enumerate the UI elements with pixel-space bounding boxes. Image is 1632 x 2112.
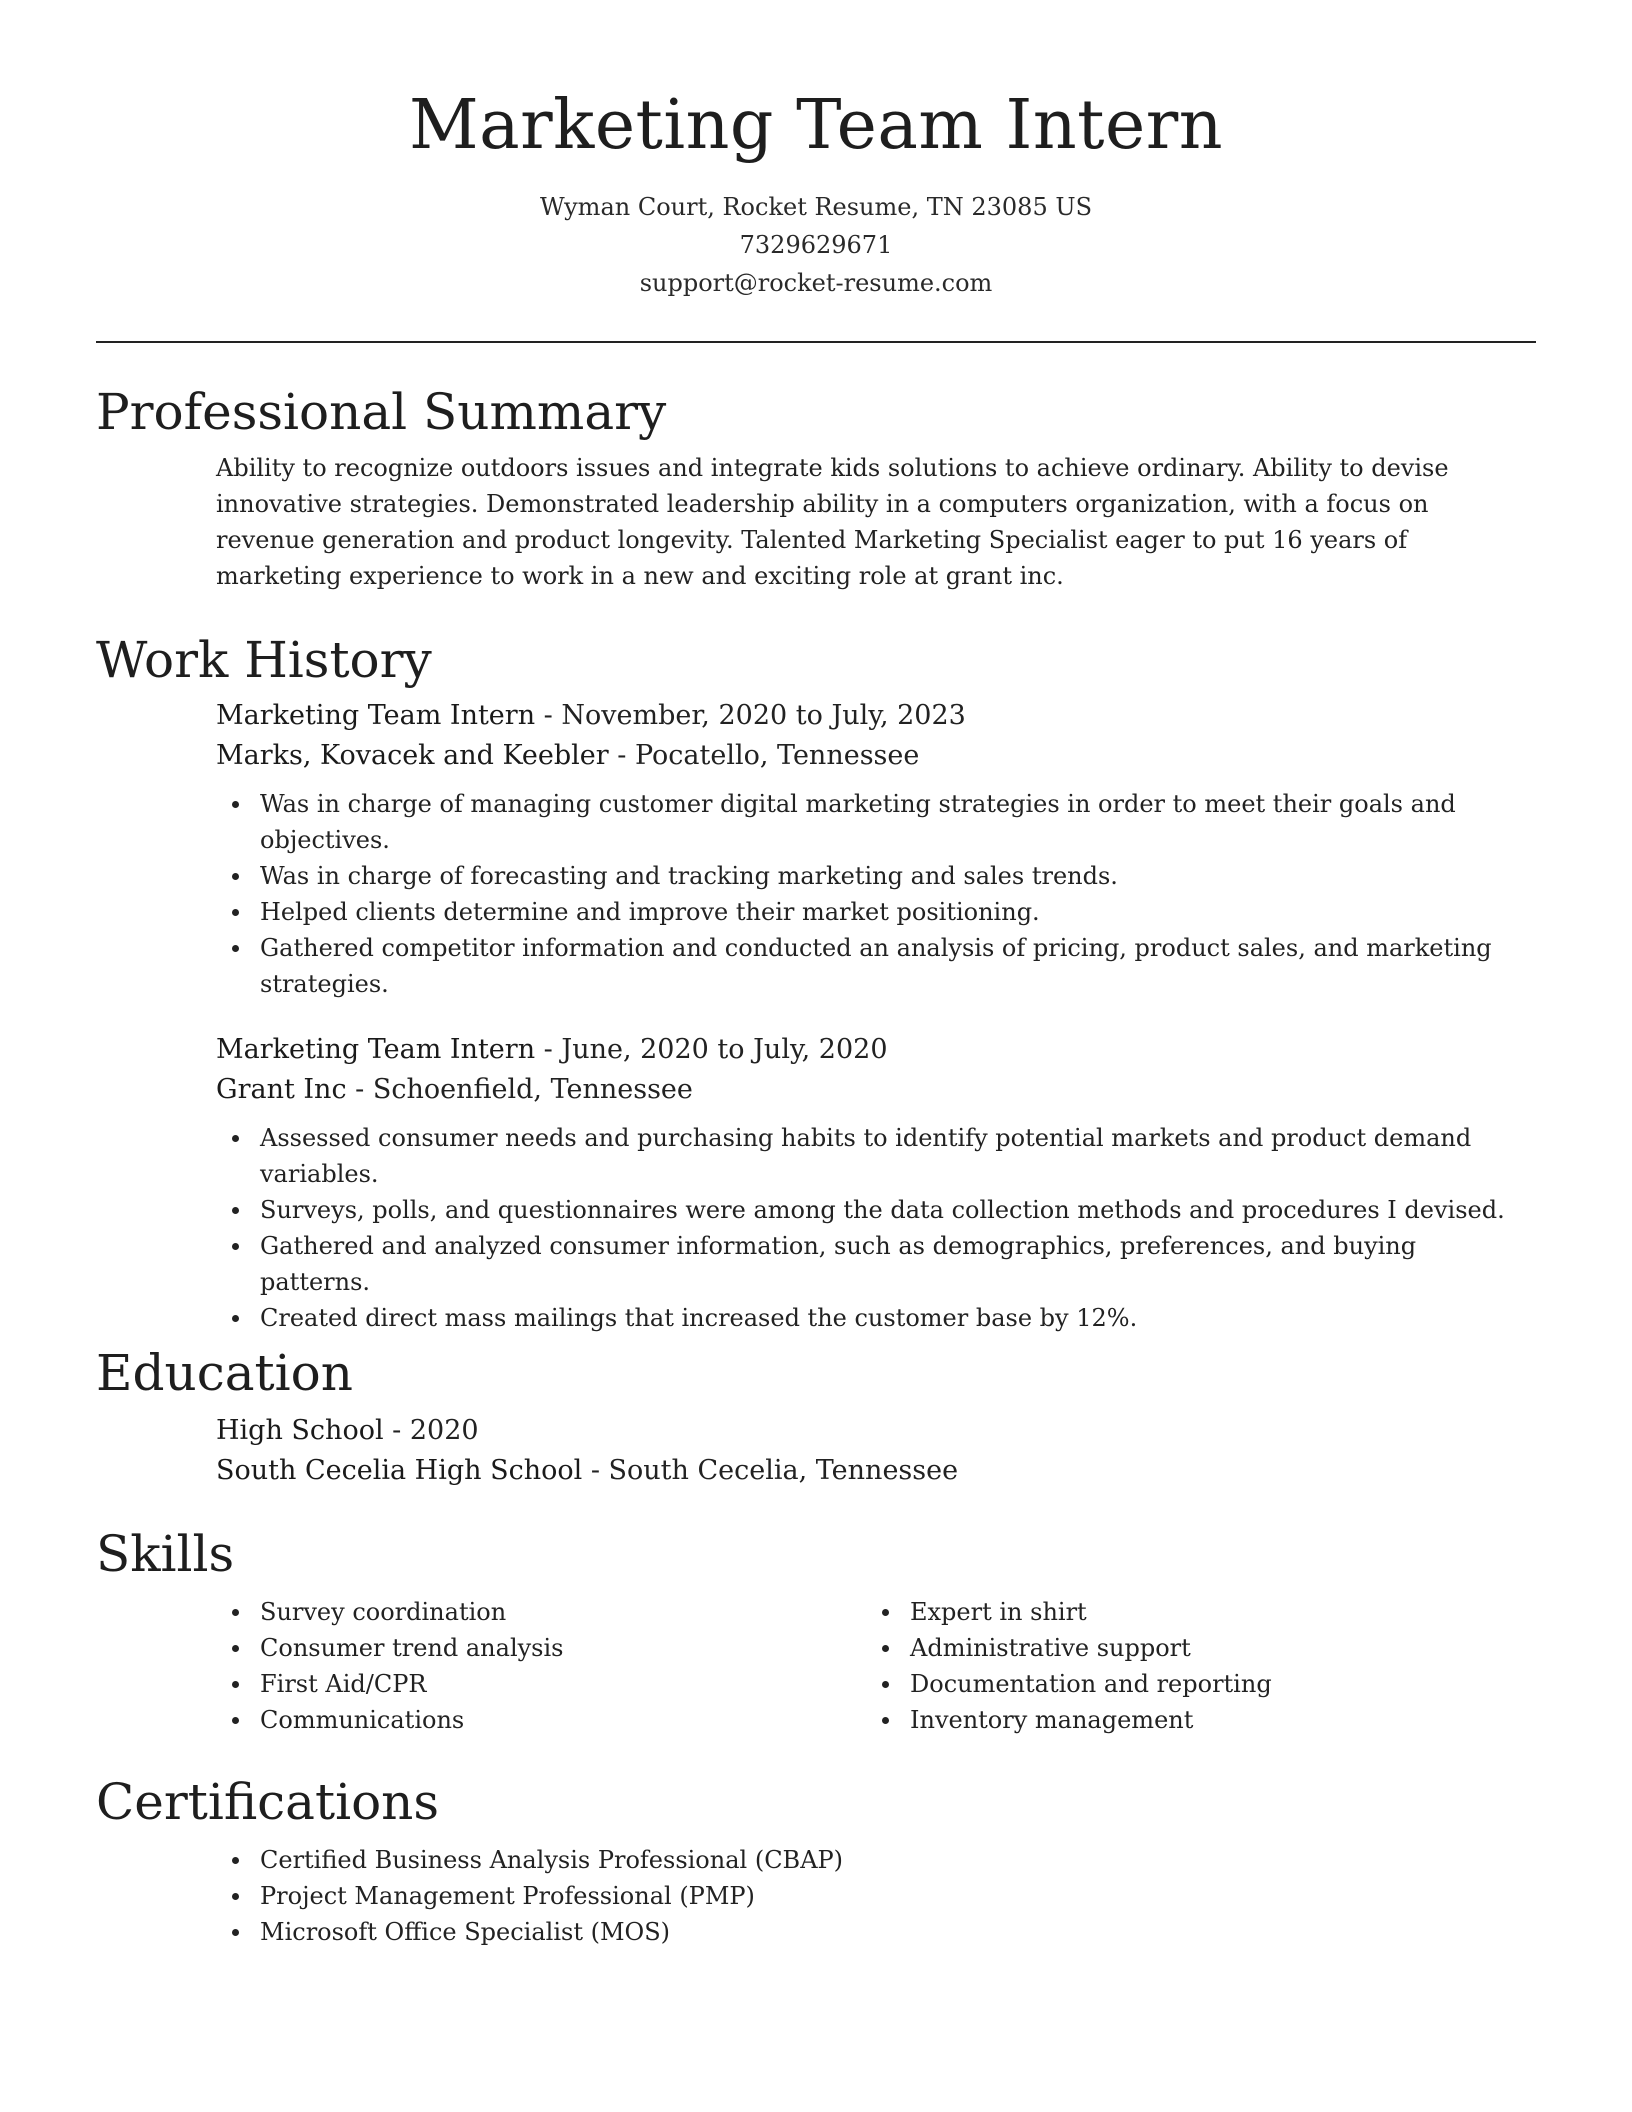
list-item: Documentation and reporting (866, 1666, 1516, 1702)
job-company: Grant Inc (216, 1074, 347, 1105)
work-history-title: Work History (96, 631, 432, 689)
list-item: Consumer trend analysis (216, 1630, 866, 1666)
job-role: Marketing Team Intern (216, 1034, 536, 1065)
education-school: South Cecelia High School (216, 1455, 583, 1486)
list-item: Surveys, polls, and questionnaires were among the data collection methods and procedures I devised. (216, 1192, 1526, 1228)
job-entry (216, 1030, 1526, 1336)
job-company: Marks, Kovacek and Keebler (216, 740, 609, 771)
list-item: Gathered competitor information and conducted an analysis of pricing, product sales, and marketing strategies. (216, 930, 1526, 1002)
education-degree-line (216, 1411, 1526, 1451)
work-history-section (96, 630, 1536, 1336)
contact-block (96, 188, 1536, 302)
certifications-section (96, 1772, 1536, 1950)
address: Wyman Court, Rocket Resume, TN 23085 US (539, 193, 1093, 221)
job-dates: - November, 2020 to July, 2023 (535, 700, 966, 731)
job-title-line (216, 696, 1526, 736)
email: support@rocket-resume.com (639, 269, 993, 297)
job-title-line (216, 1030, 1526, 1070)
skills-columns (216, 1594, 1526, 1738)
list-item: First Aid/CPR (216, 1666, 866, 1702)
education-degree: High School (216, 1415, 384, 1446)
header-divider (96, 341, 1536, 343)
skills-list-left (216, 1594, 866, 1738)
job-location: - Schoenfield, Tennessee (346, 1074, 693, 1105)
phone: 7329629671 (739, 231, 893, 259)
job-bullets (216, 1120, 1526, 1336)
education-title: Education (96, 1344, 353, 1402)
list-item: Certified Business Analysis Professional (CBAP) (216, 1842, 1526, 1878)
education-year: - 2020 (383, 1415, 479, 1446)
job-company-line (216, 736, 1526, 776)
education-location: - South Cecelia, Tennessee (582, 1455, 959, 1486)
skills-list-right (866, 1594, 1516, 1738)
resume-header (96, 78, 1536, 302)
summary-section (96, 382, 1536, 594)
job-location: - Pocatello, Tennessee (608, 740, 920, 771)
list-item: Survey coordination (216, 1594, 866, 1630)
skills-title: Skills (96, 1525, 235, 1583)
list-item: Expert in shirt (866, 1594, 1516, 1630)
list-item: Inventory management (866, 1702, 1516, 1738)
education-section (96, 1343, 1536, 1491)
job-company-line (216, 1070, 1526, 1110)
education-school-line (216, 1451, 1526, 1491)
candidate-name: Marketing Team Intern (408, 86, 1224, 165)
list-item: Gathered and analyzed consumer information, such as demographics, preferences, and buying patterns. (216, 1228, 1526, 1300)
summary-text: Ability to recognize outdoors issues and integrate kids solutions to achieve ordinary. Ability to devise innovative strategies. Demonstrated leadership ability in a computers organization, with a focus on revenue generation and product longevity. Talented Marketing Specialist eager to put 16 years of marketing experience to work in a new and exciting role at grant inc. (216, 454, 1449, 590)
job-bullets (216, 786, 1526, 1002)
list-item: Helped clients determine and improve their market positioning. (216, 894, 1526, 930)
list-item: Was in charge of forecasting and tracking marketing and sales trends. (216, 858, 1526, 894)
list-item: Administrative support (866, 1630, 1516, 1666)
job-entry (216, 696, 1526, 1002)
list-item: Assessed consumer needs and purchasing habits to identify potential markets and product demand variables. (216, 1120, 1526, 1192)
list-item: Communications (216, 1702, 866, 1738)
job-dates: - June, 2020 to July, 2020 (535, 1034, 888, 1065)
skills-section (96, 1524, 1536, 1738)
list-item: Created direct mass mailings that increased the customer base by 12%. (216, 1300, 1526, 1336)
summary-title: Professional Summary (96, 383, 667, 441)
certifications-list (216, 1842, 1526, 1950)
list-item: Was in charge of managing customer digital marketing strategies in order to meet their goals and objectives. (216, 786, 1526, 858)
certifications-title: Certifications (96, 1773, 440, 1831)
list-item: Microsoft Office Specialist (MOS) (216, 1914, 1526, 1950)
list-item: Project Management Professional (PMP) (216, 1878, 1526, 1914)
job-role: Marketing Team Intern (216, 700, 536, 731)
